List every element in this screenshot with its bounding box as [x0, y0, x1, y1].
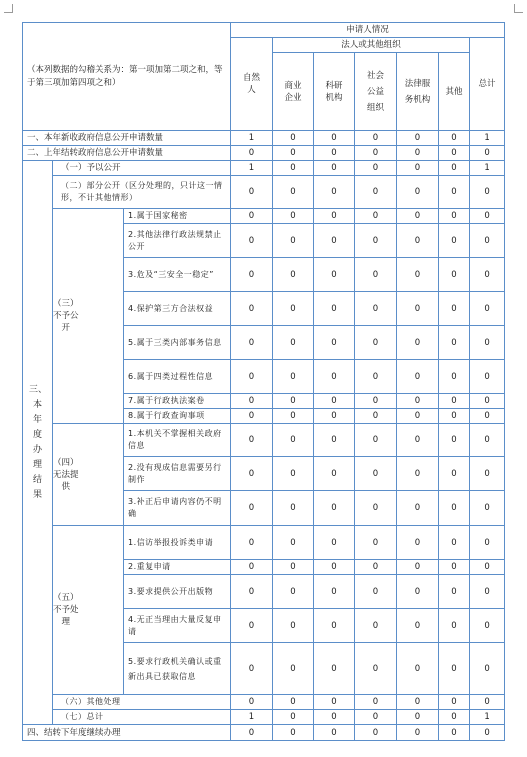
cell-value: 0 — [397, 146, 439, 161]
section-3-3-label: （三）不予公开 — [53, 209, 79, 424]
cell-value: 0 — [231, 209, 273, 224]
cell-value: 0 — [439, 258, 470, 292]
cell-value: 0 — [439, 424, 470, 457]
cell-value: 0 — [397, 491, 439, 526]
cell-value: 0 — [273, 575, 314, 609]
cell-value: 0 — [314, 176, 355, 209]
cell-value: 0 — [397, 360, 439, 394]
row-label: 7.属于行政执法案卷 — [124, 394, 231, 409]
cell-value: 0 — [439, 326, 470, 360]
cell-value: 0 — [397, 224, 439, 258]
table-row — [23, 176, 505, 209]
total-header: 总计 — [470, 38, 505, 131]
row-label: （七）总计 — [53, 710, 231, 725]
cell-value: 0 — [397, 695, 439, 710]
row-label: 4.无正当理由大量反复申请 — [124, 609, 231, 643]
cell-value: 0 — [439, 161, 470, 176]
cell-value: 0 — [355, 643, 397, 695]
research-header: 科研机构 — [314, 53, 355, 131]
cell-value: 0 — [397, 526, 439, 560]
cell-value: 0 — [231, 409, 273, 424]
table-row — [23, 131, 505, 146]
section-3-4-spacer — [79, 424, 124, 526]
cell-value: 0 — [314, 326, 355, 360]
cell-value: 0 — [470, 409, 505, 424]
cell-value: 0 — [355, 161, 397, 176]
cell-value: 0 — [273, 695, 314, 710]
cell-value: 0 — [439, 146, 470, 161]
cell-value: 0 — [439, 209, 470, 224]
cell-value: 0 — [273, 491, 314, 526]
cell-value: 0 — [314, 394, 355, 409]
cell-value: 0 — [355, 710, 397, 725]
cell-value: 0 — [314, 146, 355, 161]
cell-value: 0 — [397, 292, 439, 326]
table-row — [23, 695, 505, 710]
cell-value: 0 — [355, 575, 397, 609]
cell-value: 0 — [355, 491, 397, 526]
row-label: （一）予以公开 — [53, 161, 231, 176]
table-row — [23, 209, 505, 224]
cell-value: 0 — [314, 258, 355, 292]
table-row — [23, 710, 505, 725]
cell-value: 0 — [231, 457, 273, 491]
cell-value: 0 — [231, 575, 273, 609]
cell-value: 0 — [314, 526, 355, 560]
cell-value: 0 — [273, 457, 314, 491]
cell-value: 0 — [314, 457, 355, 491]
row-label: 四、结转下年度继续办理 — [23, 725, 231, 741]
cell-value: 0 — [470, 394, 505, 409]
cell-value: 0 — [355, 394, 397, 409]
cell-value: 0 — [470, 695, 505, 710]
cell-value: 0 — [439, 360, 470, 394]
cell-value: 0 — [231, 695, 273, 710]
cell-value: 0 — [273, 146, 314, 161]
cell-value: 0 — [231, 491, 273, 526]
cell-value: 0 — [397, 409, 439, 424]
cell-value: 0 — [397, 131, 439, 146]
cell-value: 0 — [273, 258, 314, 292]
row-label: 3.危及“三安全一稳定” — [124, 258, 231, 292]
cell-value: 0 — [355, 409, 397, 424]
row-label: 2.其他法律行政法规禁止公开 — [124, 224, 231, 258]
table-row — [23, 161, 505, 176]
cell-value: 0 — [273, 643, 314, 695]
cell-value: 0 — [231, 292, 273, 326]
cell-value: 0 — [314, 292, 355, 326]
cell-value: 0 — [314, 491, 355, 526]
row-label: 1.信访举报投诉类申请 — [124, 526, 231, 560]
cell-value: 0 — [470, 326, 505, 360]
cell-value: 0 — [273, 394, 314, 409]
cell-value: 0 — [314, 710, 355, 725]
cell-value: 0 — [355, 224, 397, 258]
cell-value: 0 — [273, 326, 314, 360]
cell-value: 0 — [397, 326, 439, 360]
row-label: 一、本年新收政府信息公开申请数量 — [23, 131, 231, 146]
cell-value: 1 — [231, 710, 273, 725]
cell-value: 1 — [470, 710, 505, 725]
section-3-4-label: （四）无法提供 — [53, 424, 79, 526]
cell-value: 0 — [314, 560, 355, 575]
cell-value: 0 — [397, 575, 439, 609]
cell-value: 0 — [355, 176, 397, 209]
cell-value: 0 — [397, 609, 439, 643]
cell-value: 0 — [439, 131, 470, 146]
cell-value: 0 — [314, 695, 355, 710]
cell-value: 0 — [439, 292, 470, 326]
section-3-5-spacer — [79, 526, 124, 695]
cell-value: 0 — [273, 526, 314, 560]
cell-value: 0 — [231, 176, 273, 209]
cell-value: 0 — [273, 710, 314, 725]
cell-value: 0 — [355, 292, 397, 326]
legal-service-header: 法律服务机构 — [397, 53, 439, 131]
cell-value: 0 — [470, 526, 505, 560]
cell-value: 0 — [314, 575, 355, 609]
cell-value: 0 — [231, 258, 273, 292]
cell-value: 0 — [314, 161, 355, 176]
cell-value: 0 — [470, 643, 505, 695]
cell-value: 0 — [470, 360, 505, 394]
cell-value: 0 — [314, 360, 355, 394]
table-row — [23, 146, 505, 161]
cell-value: 0 — [273, 161, 314, 176]
section-3-3-spacer — [79, 209, 124, 424]
cell-value: 0 — [314, 209, 355, 224]
cell-value: 0 — [355, 209, 397, 224]
table-row — [23, 725, 505, 741]
cell-value: 0 — [439, 575, 470, 609]
cell-value: 0 — [231, 326, 273, 360]
cell-value: 0 — [397, 457, 439, 491]
cell-value: 0 — [397, 258, 439, 292]
cell-value: 0 — [314, 609, 355, 643]
cell-value: 0 — [273, 409, 314, 424]
cell-value: 0 — [273, 292, 314, 326]
cell-value: 0 — [397, 176, 439, 209]
cell-value: 0 — [273, 424, 314, 457]
cell-value: 0 — [397, 394, 439, 409]
cell-value: 0 — [439, 643, 470, 695]
cell-value: 0 — [355, 326, 397, 360]
cell-value: 0 — [231, 146, 273, 161]
cell-value: 0 — [470, 176, 505, 209]
cell-value: 0 — [439, 695, 470, 710]
cell-value: 0 — [231, 643, 273, 695]
cell-value: 0 — [439, 394, 470, 409]
cell-value: 0 — [231, 360, 273, 394]
cell-value: 0 — [397, 725, 439, 741]
cell-value: 0 — [273, 725, 314, 741]
cell-value: 0 — [397, 209, 439, 224]
cell-value: 0 — [273, 609, 314, 643]
cell-value: 0 — [439, 491, 470, 526]
cell-value: 0 — [470, 146, 505, 161]
other-header: 其他 — [439, 53, 470, 131]
cell-value: 0 — [231, 609, 273, 643]
social-welfare-header: 社会公益组织 — [355, 53, 397, 131]
cell-value: 0 — [355, 560, 397, 575]
cell-value: 0 — [470, 292, 505, 326]
cell-value: 0 — [231, 560, 273, 575]
cell-value: 0 — [273, 360, 314, 394]
cell-value: 0 — [314, 224, 355, 258]
cell-value: 0 — [231, 424, 273, 457]
cell-value: 0 — [355, 424, 397, 457]
row-label: 2.没有现成信息需要另行制作 — [124, 457, 231, 491]
cell-value: 0 — [273, 131, 314, 146]
cell-value: 0 — [439, 409, 470, 424]
cell-value: 0 — [439, 457, 470, 491]
cell-value: 0 — [470, 424, 505, 457]
cell-value: 0 — [439, 526, 470, 560]
disclosure-statistics-table — [22, 22, 505, 741]
cell-value: 0 — [273, 224, 314, 258]
cell-value: 0 — [355, 609, 397, 643]
cell-value: 1 — [231, 161, 273, 176]
cell-value: 0 — [355, 526, 397, 560]
row-label: 二、上年结转政府信息公开申请数量 — [23, 146, 231, 161]
row-label: 1.属于国家秘密 — [124, 209, 231, 224]
natural-person-header: 自然人 — [231, 38, 273, 131]
cell-value: 0 — [355, 695, 397, 710]
cell-value: 0 — [273, 560, 314, 575]
cell-value: 0 — [397, 560, 439, 575]
table-row — [23, 526, 505, 560]
row-label: 2.重复申请 — [124, 560, 231, 575]
cell-value: 0 — [355, 146, 397, 161]
section-3-5-label: （五）不予处理 — [53, 526, 79, 695]
cell-value: 0 — [231, 394, 273, 409]
cell-value: 0 — [397, 710, 439, 725]
page-corner-mark-left — [4, 4, 13, 13]
cell-value: 0 — [470, 457, 505, 491]
cell-value: 1 — [470, 131, 505, 146]
cell-value: 0 — [314, 131, 355, 146]
cell-value: 0 — [470, 209, 505, 224]
page-corner-mark-right — [514, 4, 523, 13]
cell-value: 0 — [397, 643, 439, 695]
row-label: 1.本机关不掌握相关政府信息 — [124, 424, 231, 457]
cell-value: 0 — [439, 176, 470, 209]
commercial-header: 商业企业 — [273, 53, 314, 131]
cell-value: 1 — [470, 161, 505, 176]
cell-value: 0 — [273, 209, 314, 224]
row-label: 8.属于行政查询事项 — [124, 409, 231, 424]
cell-value: 0 — [470, 224, 505, 258]
row-label: 5.属于三类内部事务信息 — [124, 326, 231, 360]
cell-value: 0 — [470, 491, 505, 526]
row-label: 3.补正后申请内容仍不明确 — [124, 491, 231, 526]
row-label: 6.属于四类过程性信息 — [124, 360, 231, 394]
table-note: （本列数据的勾稽关系为：第一项加第二项之和，等于第三项加第四项之和） — [23, 23, 231, 131]
cell-value: 0 — [314, 643, 355, 695]
cell-value: 0 — [355, 725, 397, 741]
row-label: 5.要求行政机关确认或重新出具已获取信息 — [124, 643, 231, 695]
cell-value: 0 — [231, 725, 273, 741]
table-row — [23, 424, 505, 457]
cell-value: 0 — [314, 424, 355, 457]
cell-value: 0 — [470, 725, 505, 741]
cell-value: 0 — [355, 360, 397, 394]
row-label: （六）其他处理 — [53, 695, 231, 710]
cell-value: 0 — [231, 224, 273, 258]
cell-value: 0 — [355, 131, 397, 146]
applicant-info-header: 申请人情况 — [231, 23, 505, 38]
cell-value: 0 — [231, 526, 273, 560]
cell-value: 0 — [470, 609, 505, 643]
row-label: 4.保护第三方合法权益 — [124, 292, 231, 326]
cell-value: 0 — [439, 725, 470, 741]
cell-value: 0 — [439, 224, 470, 258]
cell-value: 0 — [439, 710, 470, 725]
cell-value: 1 — [231, 131, 273, 146]
cell-value: 0 — [397, 424, 439, 457]
cell-value: 0 — [355, 457, 397, 491]
cell-value: 0 — [439, 560, 470, 575]
cell-value: 0 — [273, 176, 314, 209]
cell-value: 0 — [397, 161, 439, 176]
cell-value: 0 — [314, 409, 355, 424]
cell-value: 0 — [470, 258, 505, 292]
section-3-label: 三、本年度办理结果 — [23, 161, 53, 725]
legal-org-header: 法人或其他组织 — [273, 38, 470, 53]
cell-value: 0 — [470, 560, 505, 575]
cell-value: 0 — [439, 609, 470, 643]
cell-value: 0 — [355, 258, 397, 292]
row-label: 3.要求提供公开出版物 — [124, 575, 231, 609]
row-label: （二）部分公开（区分处理的，只计这一情形，不计其他情形） — [53, 176, 231, 209]
cell-value: 0 — [314, 725, 355, 741]
cell-value: 0 — [470, 575, 505, 609]
